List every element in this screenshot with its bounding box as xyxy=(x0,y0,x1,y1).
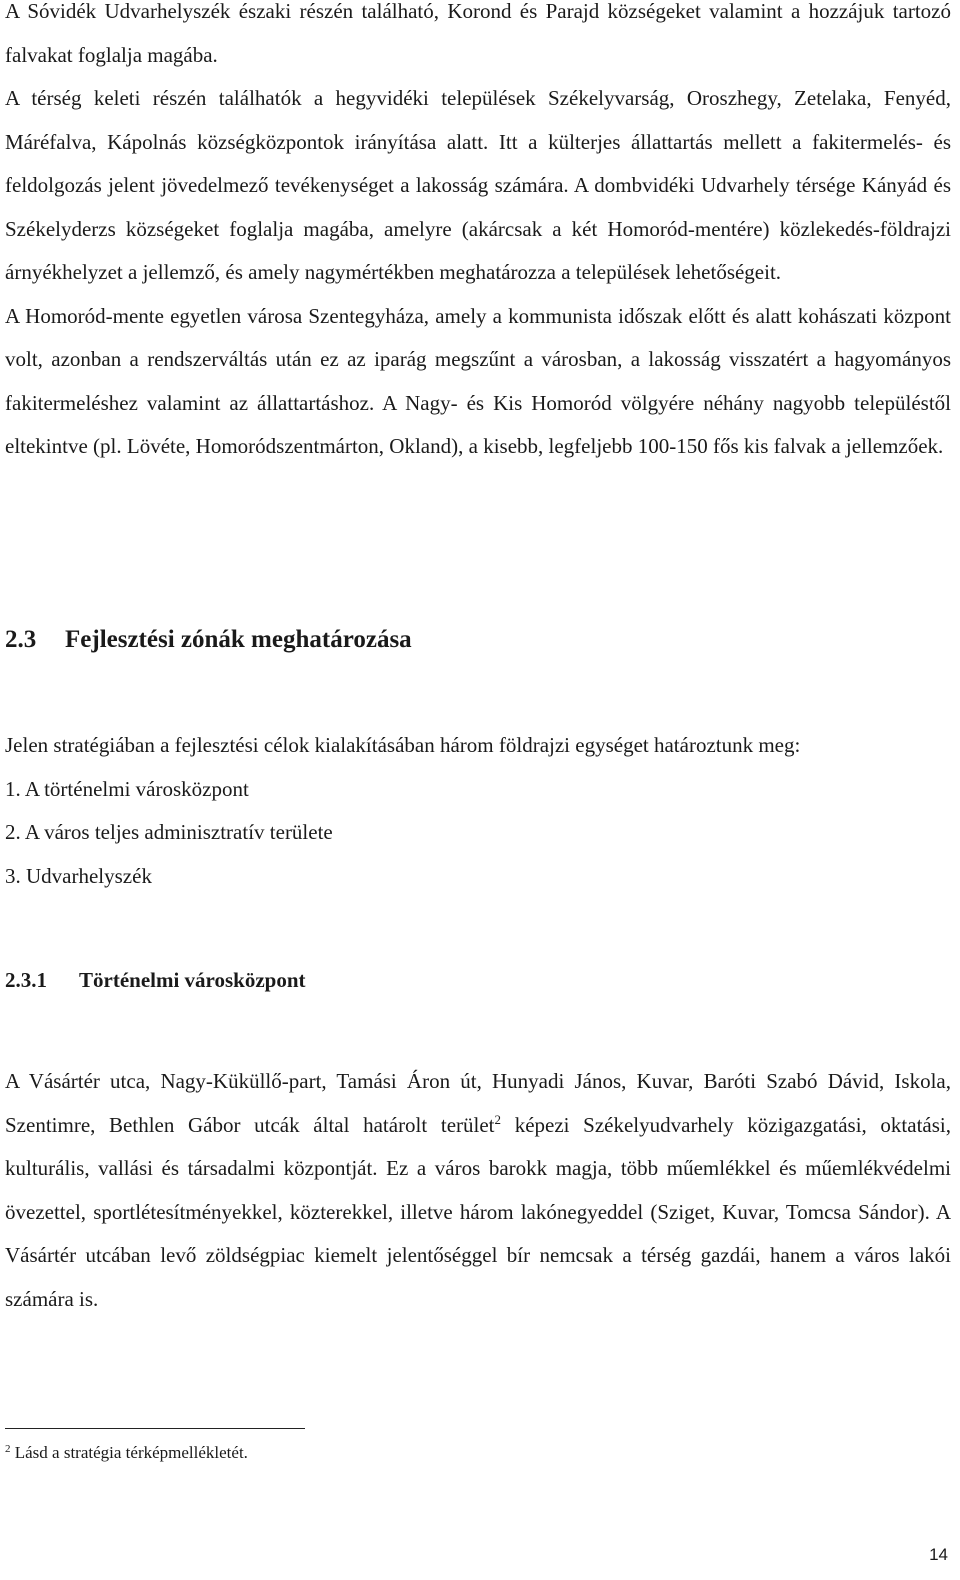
footnote-reference[interactable]: 2 xyxy=(494,1111,502,1127)
paragraph-sovidek: A Sóvidék Udvarhelyszék északi részén található, Korond és Parajd községeket valamint a hozzájuk tartozó falvakat foglalja magába. xyxy=(5,0,951,67)
page-number: 14 xyxy=(929,1545,948,1564)
subsection-body xyxy=(5,1060,951,1321)
footnote-number: 2 xyxy=(5,1443,11,1455)
zone-list-item: 3. Udvarhelyszék xyxy=(5,863,152,888)
footnote-text: Lásd a stratégia térképmellékletét. xyxy=(14,1443,248,1462)
subsection-heading xyxy=(5,958,306,1002)
zones-block xyxy=(5,724,951,898)
paragraph-homorod-mente: A Homoród-mente egyetlen városa Szentegyháza, amely a kommunista időszak előtt és alatt kohászati központ volt, azonban a rendszerváltás után ez az iparág megszűnt a városban, a lakosság visszatért a hagyományos fakitermeléshez valamint az állattartáshoz. A Nagy- és Kis Homoród völgyére néhány nagyobb településtől eltekintve (pl. Lövéte, Homoródszentmárton, Okland), a kisebb, legfeljebb 100-150 fős kis falvak a jellemzőek. xyxy=(5,303,951,458)
zone-list-item: 2. A város teljes adminisztratív területe xyxy=(5,820,333,844)
zone-list-item: 1. A történelmi városközpont xyxy=(5,776,249,801)
section-title: Fejlesztési zónák meghatározása xyxy=(65,626,412,653)
subsection-number: 2.3.1 xyxy=(5,968,47,992)
top-text-block xyxy=(5,0,951,469)
paragraph-keleti-resz: A térség keleti részén találhatók a hegyvidéki települések Székelyvarság, Oroszhegy, Zetelaka, Fenyéd, Máréfalva, Kápolnás községközpontok irányítása alatt. Itt a külterjes állattartás mellett a fakitermelés- és feldolgozás jelent jövedelmező tevékenységet a lakosság számára. A dombvidéki Udvarhely térsége Kányád és Székelyderzs községeket foglalja magába, amelyre (akárcsak a két Homoród-mentére) közlekedés-földrajzi árnyékhelyzet a jellemző, és amely nagymértékben meghatározza a települések lehetőségeit. xyxy=(5,86,951,284)
historic-center-text-start: A Vásártér utca, Nagy-Küküllő-part, Tamási Áron út, Hunyadi János, Kuvar, Baróti Szabó Dávid, Iskola, Szentimre, Bethlen Gábor utcák által határolt terület xyxy=(5,1069,951,1137)
subsection-title: Történelmi városközpont xyxy=(79,968,306,992)
footnote xyxy=(5,1442,248,1464)
section-intro: Jelen stratégiában a fejlesztési célok kialakításában három földrajzi egységet határoztunk meg: xyxy=(5,733,801,757)
historic-center-text-end: képezi Székelyudvarhely közigazgatási, oktatási, kulturális, vallási és társadalmi központját. Ez a város barokk magja, több műemlékkel és műemlékvédelmi övezettel, sportlétesítményekkel, közterekkel, illetve három lakónegyeddel (Sziget, Kuvar, Tomcsa Sándor). A Vásártér utcában levő zöldségpiac kiemelt jelentőséggel bír nemcsak a térség gazdái, hanem a város lakói számára is. xyxy=(5,1112,951,1311)
section-heading xyxy=(5,618,412,662)
footnote-separator xyxy=(5,1428,305,1429)
section-number: 2.3 xyxy=(5,626,37,653)
paragraph-historic-center xyxy=(5,1060,951,1321)
